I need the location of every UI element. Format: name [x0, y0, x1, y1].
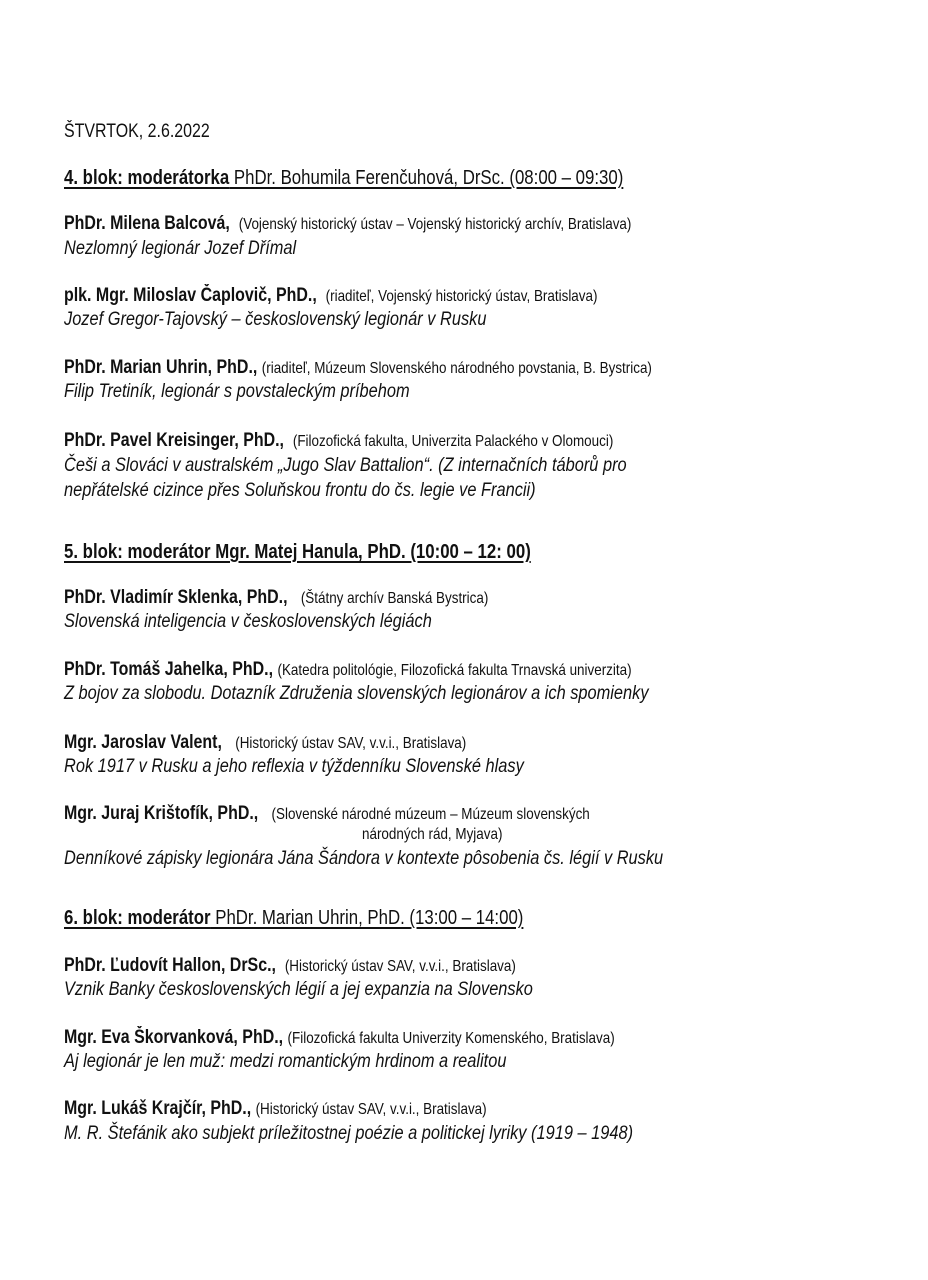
- block-6-header-rest: PhDr. Marian Uhrin, PhD. (13:00 – 14:00): [210, 907, 524, 929]
- talk-title: M. R. Štefánik ako subjekt príležitostnej poézie a politickej lyriky (1919 – 1948): [64, 1122, 634, 1144]
- speaker-line: [64, 286, 597, 305]
- speaker-line: [64, 588, 488, 607]
- speaker-affiliation: (Historický ústav SAV, v.v.i., Bratislava): [255, 1101, 487, 1118]
- speaker-line: [64, 358, 652, 377]
- talk-title: Vznik Banky československých légií a jej expanzia na Slovensko: [64, 978, 533, 1000]
- speaker-affiliation: (Vojenský historický ústav – Vojenský historický archív, Bratislava): [238, 216, 632, 233]
- speaker-affiliation: (Štátny archív Banská Bystrica): [300, 590, 489, 607]
- speaker-affiliation: (Slovenské národné múzeum – Múzeum slovenských: [271, 806, 590, 823]
- speaker-affiliation: (Filozofická fakulta, Univerzita Palackého v Olomouci): [292, 433, 614, 450]
- talk-title: Nezlomný legionár Jozef Dřímal: [64, 237, 297, 259]
- talk-title: Z bojov za slobodu. Dotazník Združenia slovenských legionárov a ich spomienky: [64, 682, 649, 704]
- talk-title: Jozef Gregor-Tajovský – československý legionár v Rusku: [64, 308, 487, 330]
- block-6-header-bold: 6. blok: moderátor: [64, 907, 211, 929]
- speaker-affiliation: (riaditeľ, Múzeum Slovenského národného povstania, B. Bystrica): [261, 360, 652, 377]
- talk-title-line2: nepřátelské cizince přes Soluňskou frontu do čs. legie ve Francii): [64, 479, 536, 501]
- speaker-name: Mgr. Lukáš Krajčír, PhD.,: [64, 1098, 252, 1119]
- block-5-header: [64, 542, 531, 562]
- speaker-line: [64, 804, 590, 823]
- talk-title: Filip Tretiník, legionár s povstaleckým príbehom: [64, 380, 410, 402]
- block-4-header-rest: PhDr. Bohumila Ferenčuhová, DrSc. (08:00 – 09:30): [229, 167, 624, 189]
- talk-title: Slovenská inteligencia v československých légiách: [64, 610, 432, 632]
- speaker-line: [64, 1099, 487, 1118]
- speaker-line: [64, 1028, 615, 1047]
- speaker-name: PhDr. Vladimír Sklenka, PhD.,: [64, 587, 288, 608]
- speaker-name: PhDr. Pavel Kreisinger, PhD.,: [64, 430, 284, 451]
- talk-title: Rok 1917 v Rusku a jeho reflexia v týždenníku Slovenské hlasy: [64, 755, 524, 777]
- talk-title: Aj legionár je len muž: medzi romantickým hrdinom a realitou: [64, 1050, 507, 1072]
- speaker-affiliation: (Historický ústav SAV, v.v.i., Bratislava): [235, 735, 467, 752]
- block-6-header: [64, 908, 523, 928]
- speaker-line: [64, 733, 466, 752]
- speaker-name: PhDr. Milena Balcová,: [64, 213, 230, 234]
- speaker-name: PhDr. Marian Uhrin, PhD.,: [64, 357, 258, 378]
- speaker-affiliation: (Katedra politológie, Filozofická fakulta Trnavská univerzita): [277, 662, 632, 679]
- speaker-affiliation-line2: národných rád, Myjava): [362, 826, 503, 843]
- block-4-header-bold: 4. blok: moderátorka: [64, 167, 230, 189]
- speaker-name: Mgr. Jaroslav Valent,: [64, 732, 222, 753]
- speaker-name: Mgr. Juraj Krištofík, PhD.,: [64, 803, 259, 824]
- day-date: ŠTVRTOK, 2.6.2022: [64, 121, 210, 142]
- speaker-name: plk. Mgr. Miloslav Čaplovič, PhD.,: [64, 285, 317, 306]
- speaker-line: [64, 956, 516, 975]
- speaker-name: PhDr. Ľudovít Hallon, DrSc.,: [64, 955, 276, 976]
- speaker-name: Mgr. Eva Škorvanková, PhD.,: [64, 1027, 284, 1048]
- speaker-affiliation: (riaditeľ, Vojenský historický ústav, Bratislava): [325, 288, 598, 305]
- speaker-affiliation: (Historický ústav SAV, v.v.i., Bratislava): [284, 958, 516, 975]
- block-4-header: [64, 168, 623, 188]
- speaker-line: [64, 660, 632, 679]
- talk-title: Češi a Slováci v australském „Jugo Slav Battalion“. (Z internačních táborů pro: [64, 454, 627, 476]
- speaker-line: [64, 214, 631, 233]
- block-5-header-bold: 5. blok: moderátor Mgr. Matej Hanula, PhD. (10:00 – 12: 00): [64, 541, 531, 563]
- speaker-line: [64, 431, 613, 450]
- speaker-affiliation: (Filozofická fakulta Univerzity Komenského, Bratislava): [287, 1030, 615, 1047]
- talk-title: Denníkové zápisky legionára Jána Šándora v kontexte pôsobenia čs. légií v Rusku: [64, 847, 664, 869]
- speaker-name: PhDr. Tomáš Jahelka, PhD.,: [64, 659, 274, 680]
